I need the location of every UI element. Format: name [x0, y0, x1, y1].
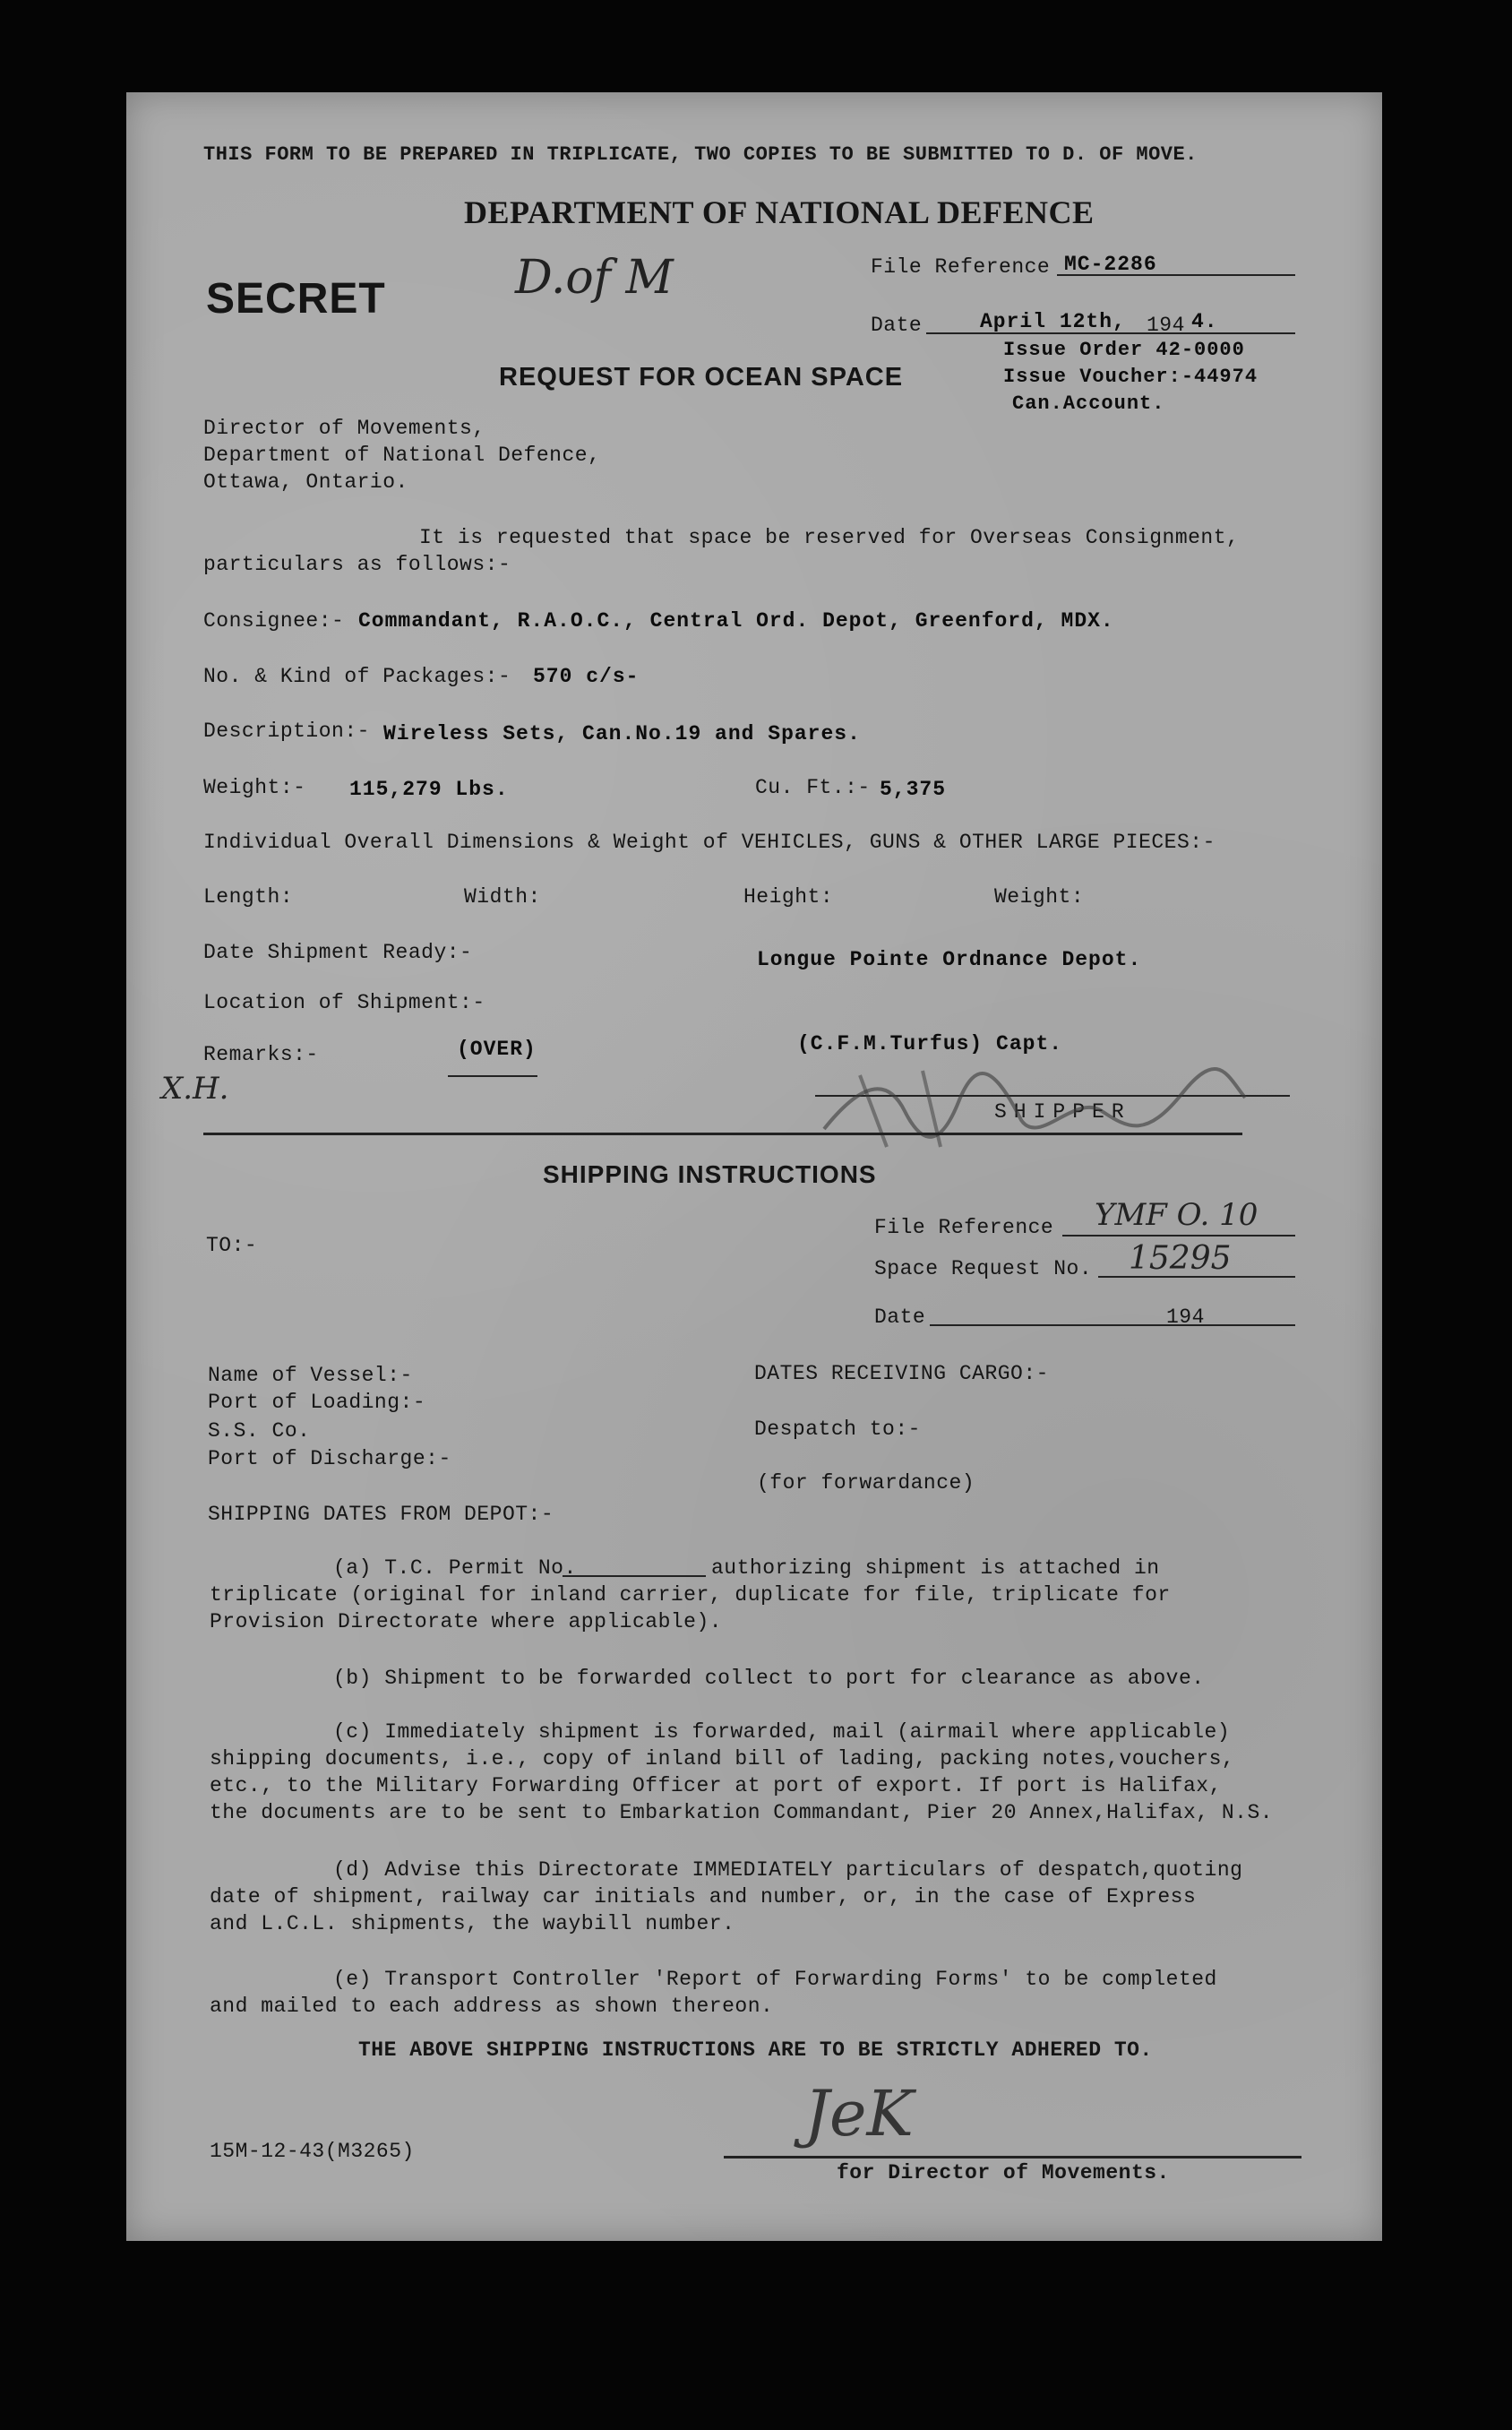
date-year-prefix: 194: [1147, 314, 1185, 337]
instruction-d-line-2: date of shipment, railway car initials and number, or, in the case of Express: [210, 1885, 1197, 1909]
instruction-a-line-1-pre: (a) T.C. Permit No.: [333, 1556, 577, 1580]
margin-mark: X.H.: [161, 1071, 229, 1107]
file-reference-label: File Reference: [871, 255, 1051, 279]
shipping-file-label: File Reference: [874, 1216, 1054, 1239]
handwritten-initials: D.of M: [515, 251, 674, 305]
instruction-c-line-4: the documents are to be sent to Embarkation Commandant, Pier 20 Annex,Halifax, N.S.: [210, 1801, 1274, 1824]
shipping-dates-from-depot: SHIPPING DATES FROM DEPOT:-: [208, 1503, 554, 1526]
packages-value: 570 c/s-: [533, 665, 640, 688]
weight-value: 115,279 Lbs.: [349, 778, 509, 801]
instruction-a-line-2: triplicate (original for inland carrier, duplicate for file, triplicate for: [210, 1583, 1171, 1607]
consignee-value: Commandant, R.A.O.C., Central Ord. Depot, Greenford, MDX.: [358, 609, 1114, 633]
receiving-cargo-label: DATES RECEIVING CARGO:-: [754, 1362, 1049, 1385]
date-value: April 12th,: [980, 310, 1126, 333]
weight2-label: Weight:: [994, 885, 1085, 909]
dimensions-label: Individual Overall Dimensions & Weight of VEHICLES, GUNS & OTHER LARGE PIECES:-: [203, 831, 1216, 854]
ssco-label: S.S. Co.: [208, 1419, 311, 1443]
department-heading: DEPARTMENT OF NATIONAL DEFENCE: [464, 194, 1095, 230]
shipping-instructions-title: SHIPPING INSTRUCTIONS: [543, 1160, 877, 1188]
ready-label: Date Shipment Ready:-: [203, 941, 473, 964]
length-label: Length:: [203, 885, 294, 909]
consignee-label: Consignee:-: [203, 609, 345, 633]
director-signature: JeK: [804, 2077, 914, 2150]
secret-stamp: SECRET: [206, 275, 386, 323]
instruction-a-line-1-post: authorizing shipment is attached in: [711, 1556, 1160, 1580]
despatch-label: Despatch to:-: [754, 1418, 921, 1441]
closing-instruction: THE ABOVE SHIPPING INSTRUCTIONS ARE TO BE STRICTLY ADHERED TO.: [358, 2038, 1153, 2062]
to-label: TO:-: [206, 1234, 258, 1257]
discharge-label: Port of Discharge:-: [208, 1447, 451, 1470]
space-request-label: Space Request No.: [874, 1257, 1093, 1280]
cuft-value: 5,375: [880, 778, 947, 801]
instruction-c-line-2: shipping documents, i.e., copy of inland bill of lading, packing notes,vouchers,: [210, 1747, 1235, 1771]
addressee-line-3: Ottawa, Ontario.: [203, 470, 408, 494]
height-label: Height:: [743, 885, 834, 909]
shipping-date-year: 194: [1166, 1305, 1205, 1329]
request-intro-line-1: It is requested that space be reserved for Overseas Consignment,: [419, 526, 1240, 549]
shipping-file-value: YMF O. 10: [1095, 1197, 1259, 1233]
instruction-c-line-3: etc., to the Military Forwarding Officer at port of export. If port is Halifax,: [210, 1774, 1222, 1797]
shipper-signature: [806, 1057, 1254, 1156]
description-value: Wireless Sets, Can.No.19 and Spares.: [383, 722, 861, 745]
issue-voucher: Issue Voucher:-44974: [1003, 366, 1259, 388]
instruction-c-line-1: (c) Immediately shipment is forwarded, mail (airmail where applicable): [333, 1720, 1231, 1744]
account-note: Can.Account.: [1012, 392, 1165, 415]
weight-label: Weight:-: [203, 776, 306, 799]
width-label: Width:: [464, 885, 541, 909]
form-title: REQUEST FOR OCEAN SPACE: [499, 363, 904, 392]
addressee-line-2: Department of National Defence,: [203, 444, 601, 467]
vessel-label: Name of Vessel:-: [208, 1364, 413, 1387]
shipper-label: SHIPPER: [994, 1100, 1131, 1124]
remarks-label: Remarks:-: [203, 1043, 319, 1066]
date-year-suffix: 4.: [1191, 310, 1218, 333]
instruction-e-line-2: and mailed to each address as shown thereon.: [210, 1995, 774, 2018]
space-request-value: 15295: [1129, 1240, 1232, 1277]
remarks-value: (OVER): [457, 1038, 537, 1061]
location-label: Location of Shipment:-: [203, 991, 485, 1014]
shipper-name: (C.F.M.Turfus) Capt.: [797, 1032, 1063, 1056]
instruction-b-line-1: (b) Shipment to be forwarded collect to port for clearance as above.: [333, 1667, 1205, 1690]
instruction-a-line-3: Provision Directorate where applicable).: [210, 1610, 723, 1633]
form-instruction: THIS FORM TO BE PREPARED IN TRIPLICATE, TWO COPIES TO BE SUBMITTED TO D. OF MOVE.: [203, 143, 1198, 166]
instruction-d-line-3: and L.C.L. shipments, the waybill number.: [210, 1912, 735, 1935]
loading-label: Port of Loading:-: [208, 1391, 426, 1414]
issue-order: Issue Order 42-0000: [1003, 339, 1245, 361]
tc-permit-blank: [563, 1575, 706, 1577]
packages-label: No. & Kind of Packages:-: [203, 665, 511, 688]
form-code: 15M-12-43(M3265): [210, 2140, 415, 2163]
director-signature-label: for Director of Movements.: [837, 2161, 1170, 2184]
file-reference-value: MC-2286: [1064, 253, 1157, 276]
cuft-label: Cu. Ft.:-: [755, 776, 871, 799]
location-value: Longue Pointe Ordnance Depot.: [757, 948, 1142, 971]
description-label: Description:-: [203, 720, 370, 743]
request-intro-line-2: particulars as follows:-: [203, 553, 511, 576]
addressee-line-1: Director of Movements,: [203, 417, 485, 440]
forwardance-label: (for forwardance): [757, 1471, 975, 1495]
shipping-date-label: Date: [874, 1305, 926, 1329]
date-label: Date: [871, 314, 923, 337]
instruction-e-line-1: (e) Transport Controller 'Report of Forwarding Forms' to be completed: [333, 1968, 1217, 1991]
instruction-d-line-1: (d) Advise this Directorate IMMEDIATELY particulars of despatch,quoting: [333, 1858, 1243, 1882]
